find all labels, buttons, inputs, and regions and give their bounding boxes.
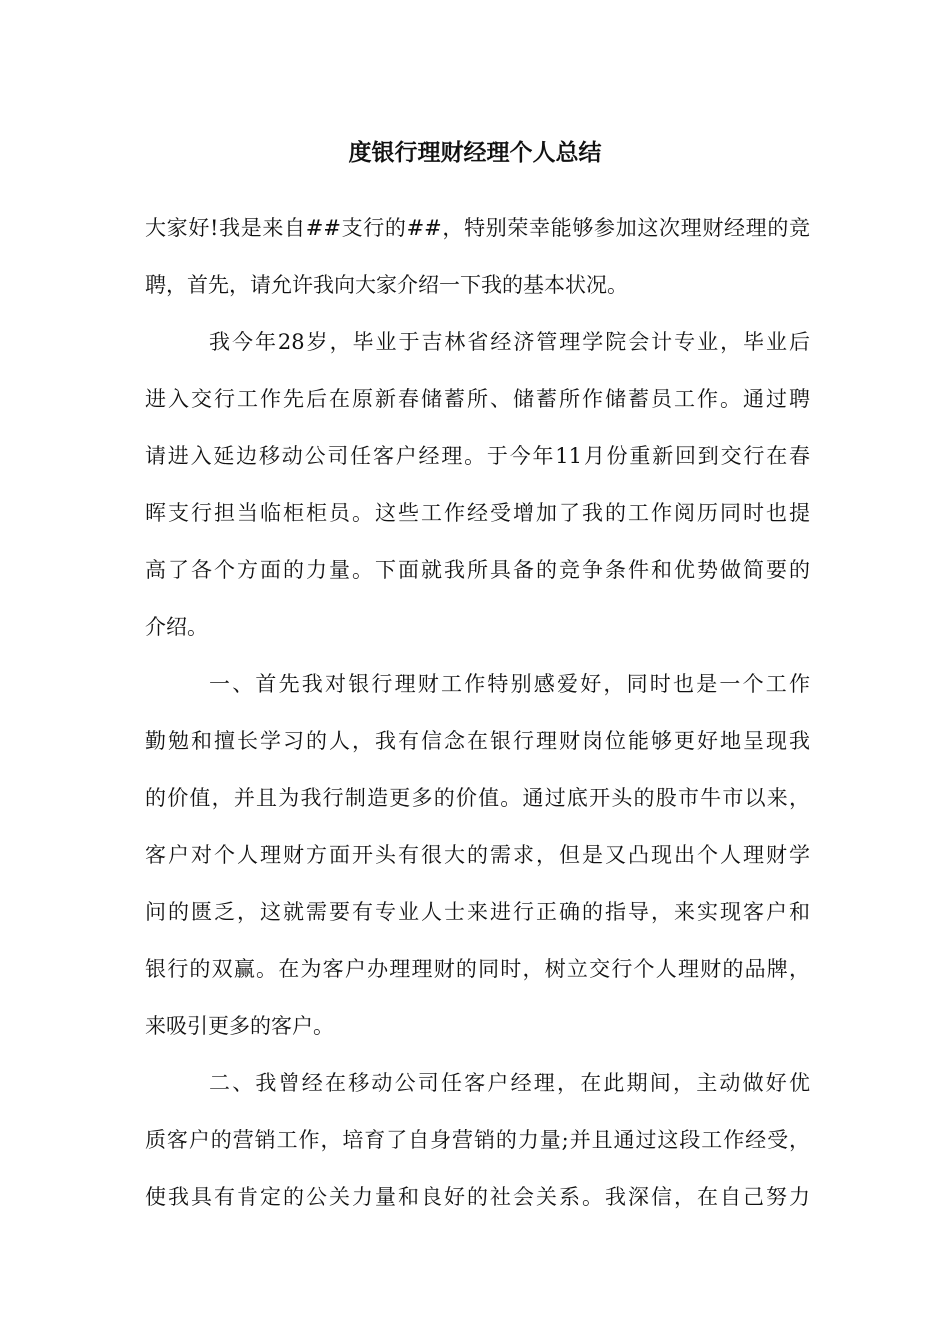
body-line: 我今年28岁，毕业于吉林省经济管理学院会计专业，毕业后 (209, 330, 810, 354)
body-line: 进入交行工作先后在原新春储蓄所、储蓄所作储蓄员工作。通过聘 (145, 387, 810, 411)
document-title: 度银行理财经理个人总结 (348, 139, 602, 166)
body-line: 的价值，并且为我行制造更多的价值。通过底开头的股市牛市以来， (145, 786, 810, 810)
body-line: 介绍。 (145, 615, 208, 639)
body-line: 大家好!我是来自##支行的##，特别荣幸能够参加这次理财经理的竞 (145, 216, 810, 240)
body-line: 使我具有肯定的公关力量和良好的社会关系。我深信，在自己努力 (145, 1185, 810, 1209)
body-line: 来吸引更多的客户。 (145, 1014, 334, 1038)
body-line: 高了各个方面的力量。下面就我所具备的竞争条件和优势做简要的 (145, 558, 810, 582)
document-body (145, 200, 810, 1226)
body-line: 客户对个人理财方面开头有很大的需求，但是又凸现出个人理财学 (145, 843, 810, 867)
body-line: 一、首先我对银行理财工作特别感爱好，同时也是一个工作 (209, 672, 810, 696)
body-line: 质客户的营销工作，培育了自身营销的力量;并且通过这段工作经受， (145, 1128, 810, 1152)
body-line: 勤勉和擅长学习的人，我有信念在银行理财岗位能够更好地呈现我 (145, 729, 810, 753)
body-line: 请进入延边移动公司任客户经理。于今年11月份重新回到交行在春 (145, 444, 810, 468)
body-line: 聘，首先，请允许我向大家介绍一下我的基本状况。 (145, 273, 628, 297)
body-line: 晖支行担当临柜柜员。这些工作经受增加了我的工作阅历同时也提 (145, 501, 810, 525)
body-line: 银行的双赢。在为客户办理理财的同时，树立交行个人理财的品牌， (145, 957, 810, 981)
body-line: 问的匮乏，这就需要有专业人士来进行正确的指导，来实现客户和 (145, 900, 810, 924)
body-line: 二、我曾经在移动公司任客户经理，在此期间，主动做好优 (209, 1071, 810, 1095)
